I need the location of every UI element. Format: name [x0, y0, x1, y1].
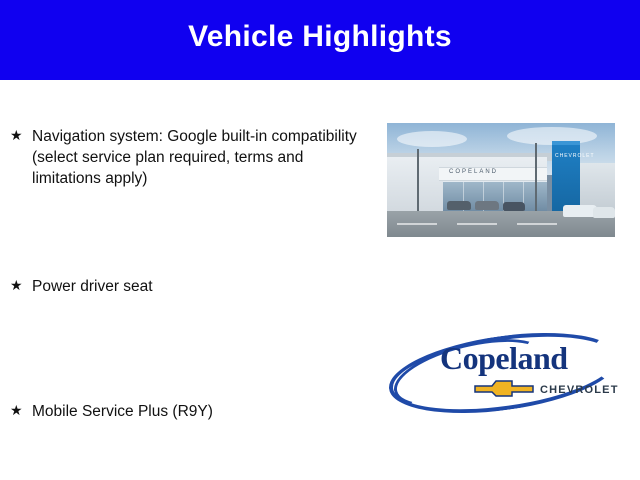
star-bullet-icon: ★ — [10, 127, 23, 143]
lot-stripe — [517, 223, 557, 225]
parked-car — [593, 207, 615, 218]
parked-car — [563, 205, 597, 217]
list-item — [8, 126, 358, 189]
lot-stripe — [457, 223, 497, 225]
star-bullet-icon: ★ — [10, 277, 23, 293]
list-item-text: Mobile Service Plus (R9Y) — [32, 403, 213, 420]
list-item-text: Power driver seat — [32, 278, 153, 295]
list-item-text: Navigation system: Google built-in compatibility (select service plan required, terms and limitations apply) — [32, 128, 357, 187]
dealership-photo — [387, 123, 615, 237]
list-item — [8, 276, 358, 297]
copeland-chevrolet-logo — [388, 330, 619, 408]
parked-car — [503, 202, 525, 211]
lot-stripe — [397, 223, 437, 225]
parked-car — [475, 201, 499, 210]
logo-subtext: CHEVROLET — [540, 384, 619, 396]
cloud — [397, 131, 467, 147]
bullet-list — [8, 126, 358, 422]
parked-car — [447, 201, 471, 210]
page-title: Vehicle Highlights — [188, 20, 452, 53]
tower-sign-text: CHEVROLET — [555, 153, 595, 159]
list-item — [8, 401, 358, 422]
light-pole — [535, 143, 537, 213]
logo-wordmark: Copeland — [440, 340, 568, 376]
title-banner — [0, 0, 640, 80]
star-bullet-icon: ★ — [10, 402, 23, 418]
chevrolet-bowtie-icon — [474, 380, 534, 397]
light-pole — [417, 149, 419, 211]
building-sign-text: COPELAND — [449, 169, 499, 175]
